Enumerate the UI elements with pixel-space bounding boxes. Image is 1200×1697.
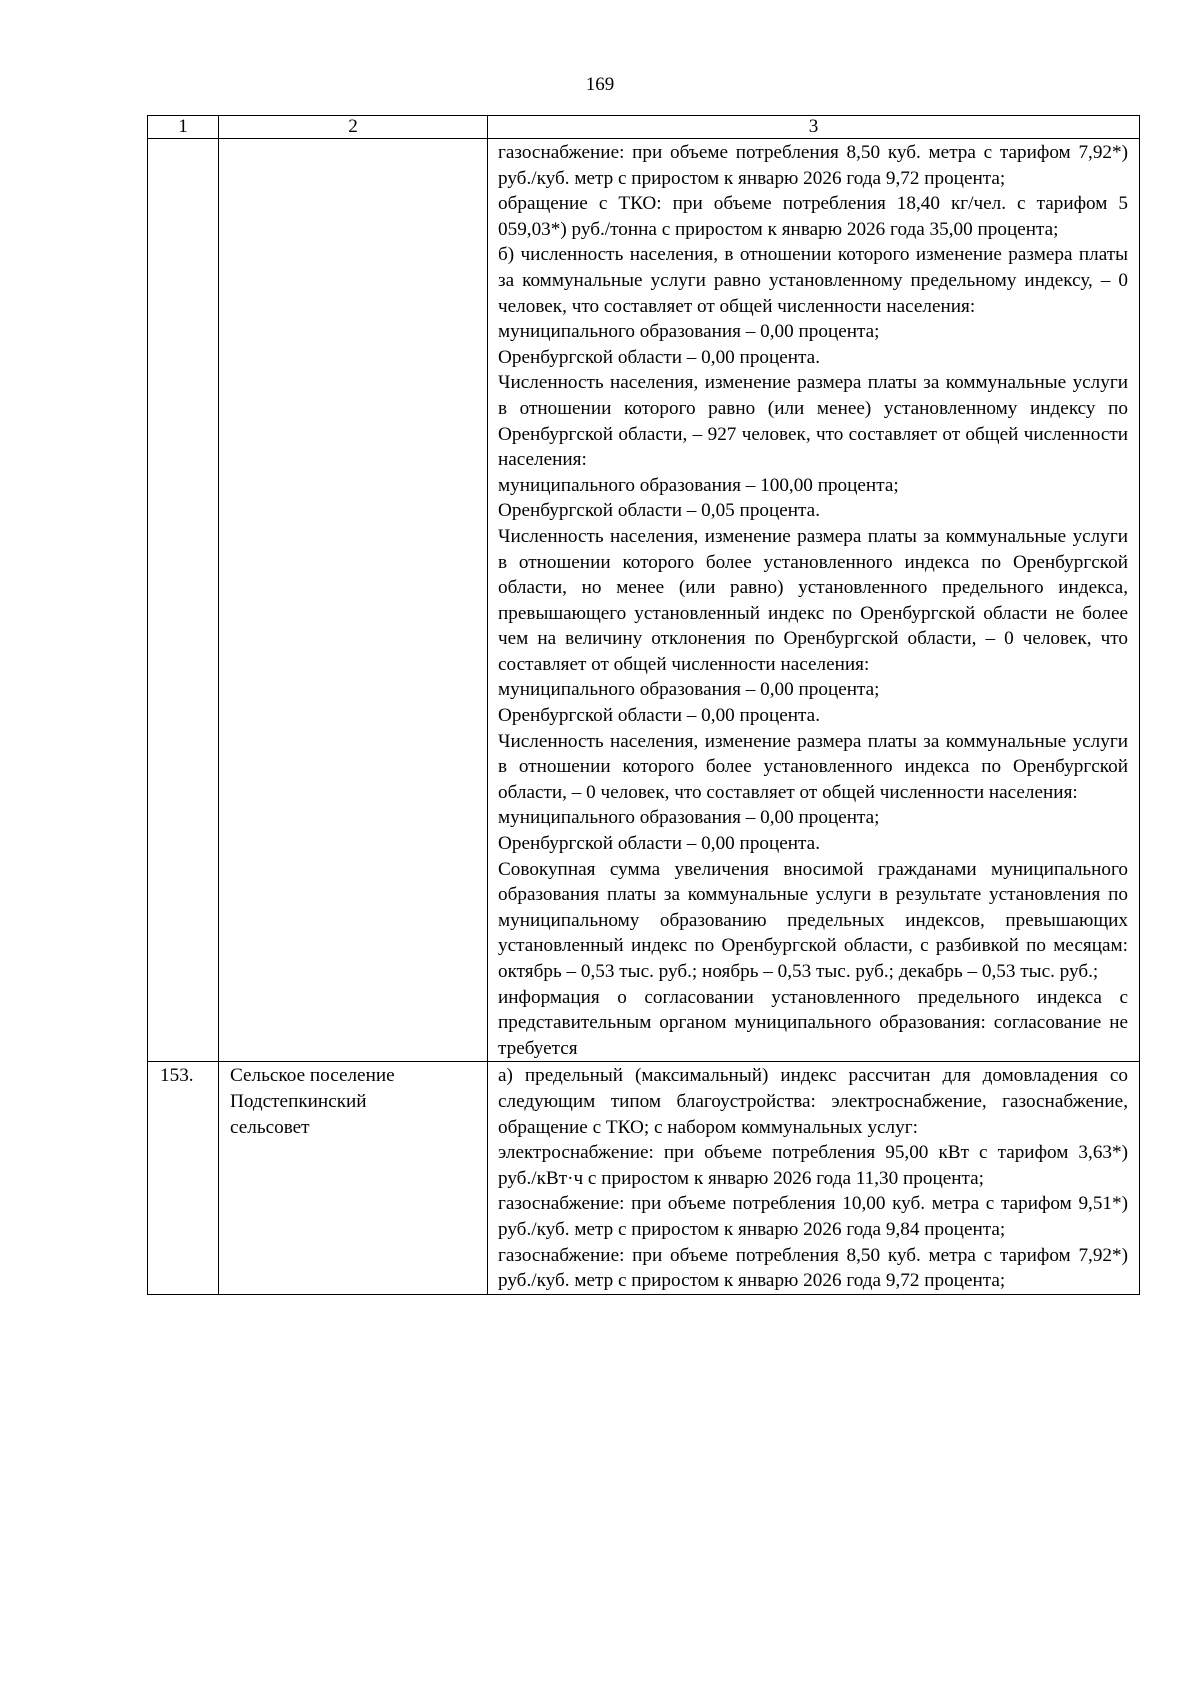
gas-supply-paragraph: газоснабжение: при объеме потребления 8,50 куб. метра с тарифом 7,92*) руб./куб. метр с приростом к январю 2026 года 9,72 процента; [498,142,1128,189]
population-above-index-paragraph: Численность населения, изменение размера платы за коммунальные услуги в отношении которого более установленного индекса по Оренбургской области, – 0 человек, что составляет от общей численности населения: [498,730,1128,803]
column-header-2: 2 [219,116,488,139]
index-calculation-paragraph: а) предельный (максимальный) индекс рассчитан для домовладения со следующим типом благоустройства: электроснабжение, газоснабжение, обращение с ТКО; с набором коммунальных услуг: [498,1065,1128,1138]
waste-handling-paragraph: обращение с ТКО: при объеме потребления 18,40 кг/чел. с тарифом 5 059,03*) руб./тонна с приростом к январю 2026 года 35,00 процента; [498,193,1128,240]
indices-table [147,115,1140,1295]
population-within-deviation-paragraph: Численность населения, изменение размера платы за коммунальные услуги в отношении которого более установленного индекса по Оренбургской области, но менее (или равно) установленного предельного индекса, превышающего установленный индекс по Оренбургской области не более чем на величину отклонения по Оренбургской области, – 0 человек, что составляет от общей численности населения: [498,525,1128,675]
region-share-paragraph: Оренбургской области – 0,05 процента. [498,500,820,522]
municipality-share-paragraph: муниципального образования – 0,00 процента; [498,679,880,701]
gas-supply-paragraph: газоснабжение: при объеме потребления 8,50 куб. метра с тарифом 7,92*) руб./куб. метр с приростом к январю 2026 года 9,72 процента; [498,1244,1128,1292]
index-description-cell [488,1062,1140,1294]
municipality-share-paragraph: муниципального образования – 100,00 процента; [498,474,899,496]
population-below-index-paragraph: Численность населения, изменение размера платы за коммунальные услуги в отношении которого равно (или менее) установленному индексу по Оренбургской области, – 927 человек, что составляет от общей численности населения: [498,372,1128,471]
column-header-1: 1 [148,116,219,139]
index-description-cell [488,139,1140,1062]
table-row-continuation [148,139,1140,1062]
approval-info-paragraph: информация о согласовании установленного предельного индекса с представительным органом муниципального образования: согласование не требуется [498,986,1128,1059]
population-equal-index-paragraph: б) численность населения, в отношении которого изменение размера платы за коммунальные услуги равно установленному предельному индексу, – 0 человек, что составляет от общей численности населения: [498,244,1128,317]
electricity-paragraph: электроснабжение: при объеме потребления 95,00 кВт с тарифом 3,63*) руб./кВт·ч с приростом к январю 2026 года 11,30 процента; [498,1142,1128,1189]
region-share-paragraph: Оренбургской области – 0,00 процента. [498,346,820,368]
municipality-name-cell [219,1062,488,1294]
page-number: 169 [585,74,615,95]
municipality-name-line: сельсовет [230,1116,310,1138]
municipality-name-line: Сельское поселение [230,1065,395,1087]
region-share-paragraph: Оренбургской области – 0,00 процента. [498,833,820,855]
municipality-name-line: Подстепкинский [230,1090,367,1112]
municipality-share-paragraph: муниципального образования – 0,00 процента; [498,807,880,829]
column-header-3: 3 [488,116,1140,139]
table-row-153 [148,1062,1140,1294]
municipality-name-cell [219,139,488,1062]
total-increase-paragraph: Совокупная сумма увеличения вносимой гражданами муниципального образования платы за коммунальные услуги в результате установления по муниципальному образованию предельных индексов, превышающих установленный индекс по Оренбургской области, с разбивкой по месяцам: октябрь – 0,53 тыс. руб.; ноябрь – 0,53 тыс. руб.; декабрь – 0,53 тыс. руб.; [498,858,1128,982]
row-number-cell [148,139,219,1062]
region-share-paragraph: Оренбургской области – 0,00 процента. [498,705,820,727]
gas-supply-paragraph: газоснабжение: при объеме потребления 10,00 куб. метра с тарифом 9,51*) руб./куб. метр с приростом к январю 2026 года 9,84 процента; [498,1193,1128,1240]
row-number-cell: 153. [148,1062,219,1294]
table-header-row [148,116,1140,139]
municipality-share-paragraph: муниципального образования – 0,00 процента; [498,321,880,343]
